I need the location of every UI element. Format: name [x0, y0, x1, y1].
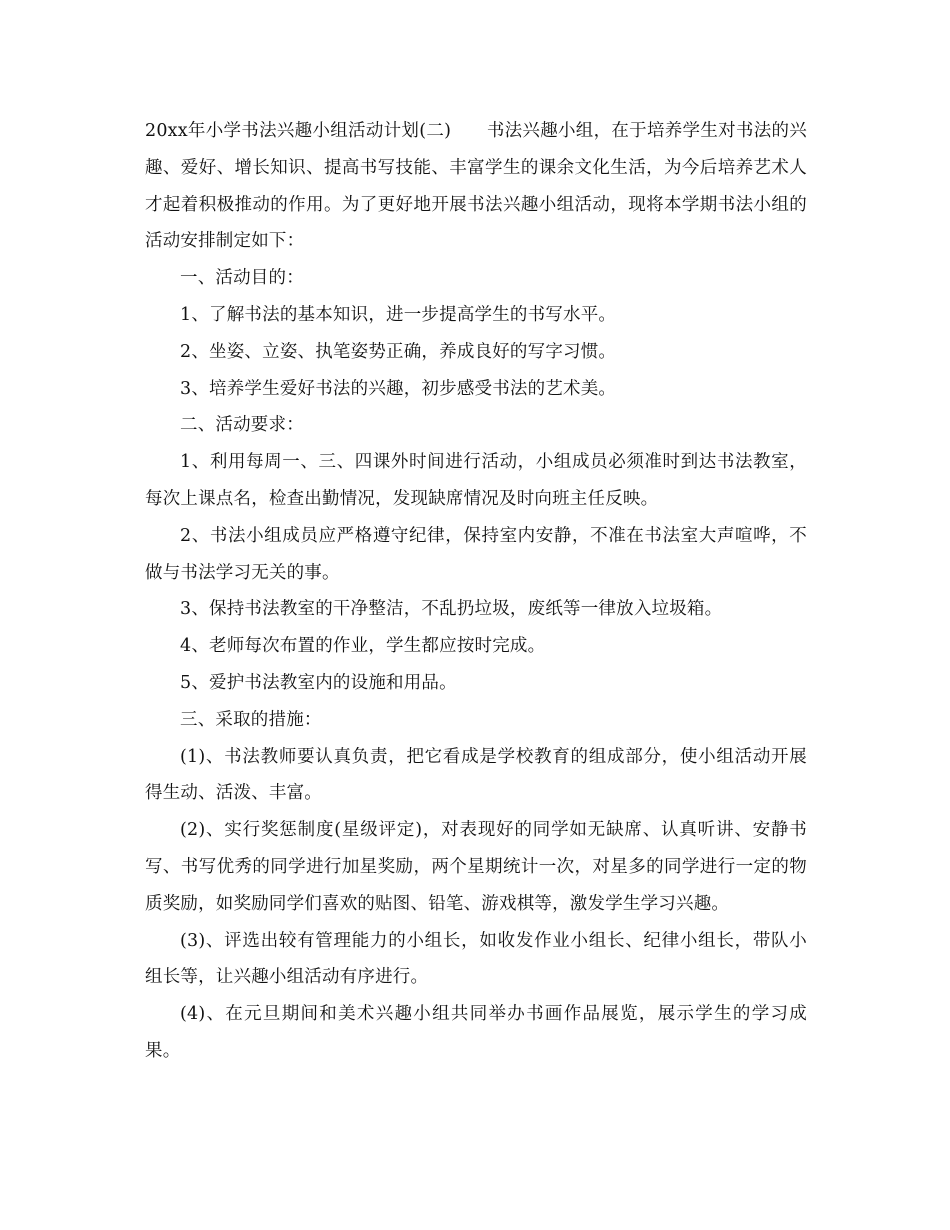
list-item: 3、培养学生爱好书法的兴趣，初步感受书法的艺术美。: [180, 378, 617, 399]
list-item: 2、书法小组成员应严格遵守纪律，保持室内安静，不准在书法室大声喧哗，不做与书法学习无关的事。: [145, 525, 807, 583]
list-item: (2)、实行奖惩制度(星级评定)，对表现好的同学如无缺席、认真听讲、安静书写、书写优秀的同学进行加星奖励，两个星期统计一次，对星多的同学进行一定的物质奖励，如奖励同学们喜欢的贴图、铅笔、游戏棋等，激发学生学习兴趣。: [145, 820, 807, 914]
list-item: 1、了解书法的基本知识，进一步提高学生的书写水平。: [180, 304, 617, 325]
list-item: (1)、书法教师要认真负责，把它看成是学校教育的组成部分，使小组活动开展得生动、活泼、丰富。: [145, 746, 807, 804]
heading-section-2: 二、活动要求：: [180, 415, 304, 436]
list-item: 5、爱护书法教室内的设施和用品。: [180, 672, 457, 693]
list-item: (4)、在元旦期间和美术兴趣小组共同举办书画作品展览，展示学生的学习成果。: [145, 1004, 807, 1061]
document-body: [145, 113, 807, 1070]
list-item: 2、坐姿、立姿、执笔姿势正确，养成良好的写字习惯。: [180, 341, 617, 362]
paragraph-intro: 20xx年小学书法兴趣小组活动计划(二) 书法兴趣小组，在于培养学生对书法的兴趣、爱好、增长知识、提高书写技能、丰富学生的课余文化生活，为今后培养艺术人才起着积极推动的作用。为了更好地开展书法兴趣小组活动，现将本学期书法小组的活动安排制定如下：: [145, 121, 807, 252]
heading-section-1: 一、活动目的：: [180, 268, 304, 289]
list-item: 4、老师每次布置的作业，学生都应按时完成。: [180, 636, 546, 657]
list-item: (3)、评选出较有管理能力的小组长，如收发作业小组长、纪律小组长，带队小组长等，让兴趣小组活动有序进行。: [145, 930, 807, 988]
list-item: 3、保持书法教室的干净整洁，不乱扔垃圾，废纸等一律放入垃圾箱。: [180, 599, 723, 620]
heading-section-3: 三、采取的措施：: [180, 709, 322, 730]
list-item: 1、利用每周一、三、四课外时间进行活动，小组成员必须准时到达书法教室，每次上课点名，检查出勤情况，发现缺席情况及时向班主任反映。: [145, 452, 807, 509]
